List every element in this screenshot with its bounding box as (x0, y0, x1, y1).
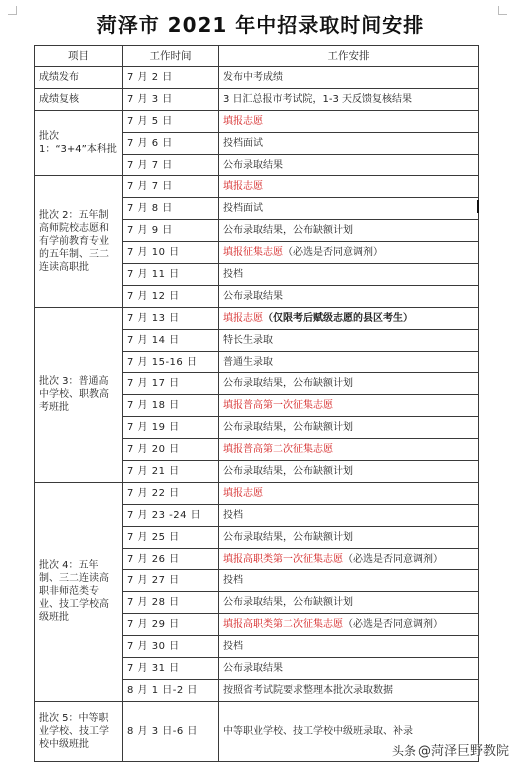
watermark-prefix: 头条 (391, 744, 416, 758)
task-cell (219, 242, 479, 264)
time-cell: 7 月 8 日 (123, 198, 219, 220)
task-highlight: 填报征集志愿 (223, 247, 283, 259)
time-cell: 7 月 13 日 (123, 307, 219, 329)
table-row (35, 88, 479, 110)
time-cell: 7 月 12 日 (123, 285, 219, 307)
time-cell: 7 月 19 日 (123, 417, 219, 439)
item-cell: 成绩发布 (35, 67, 123, 89)
time-cell: 7 月 26 日 (123, 548, 219, 570)
task-cell: 公布录取结果 (219, 154, 479, 176)
task-cell (219, 614, 479, 636)
task-cell: 填报志愿 (219, 176, 479, 198)
item-cell: 批次 5：中等职业学校、技工学校中级班批 (35, 701, 123, 761)
task-highlight: 填报高职类第一次征集志愿 (223, 553, 343, 565)
table-row (35, 110, 479, 132)
item-cell: 批次 4：五年制、三二连读高职非师范类专业、技工学校高级班批 (35, 482, 123, 701)
task-highlight: 填报志愿 (223, 312, 263, 324)
task-cell: 投档 (219, 264, 479, 286)
time-cell: 7 月 3 日 (123, 88, 219, 110)
task-cell: 公布录取结果 (219, 658, 479, 680)
schedule-table (34, 45, 479, 762)
time-cell: 7 月 7 日 (123, 154, 219, 176)
item-cell: 批次 1：“3+4”本科批 (35, 110, 123, 176)
time-cell: 7 月 20 日 (123, 439, 219, 461)
task-cell: 填报普高第二次征集志愿 (219, 439, 479, 461)
table-row (35, 307, 479, 329)
task-note: （必选是否同意调剂） (343, 553, 443, 565)
item-cell: 批次 3：普通高中学校、职教高考班批 (35, 307, 123, 482)
task-cell: 投档 (219, 636, 479, 658)
time-cell: 7 月 15-16 日 (123, 351, 219, 373)
task-cell: 投档 (219, 504, 479, 526)
table-row (35, 67, 479, 89)
task-cell: 中等职业学校、技工学校中级班录取、补录 (219, 701, 479, 761)
task-cell: 公布录取结果，公布缺额计划 (219, 220, 479, 242)
table-row (35, 482, 479, 504)
task-cell: 填报志愿 (219, 110, 479, 132)
source-watermark (392, 740, 509, 759)
time-cell: 8 月 3 日-6 日 (123, 701, 219, 761)
page-title: 菏泽市 2021 年中招录取时间安排 (96, 13, 425, 37)
task-cell: 特长生录取 (219, 329, 479, 351)
header-time: 工作时间 (123, 46, 219, 67)
time-cell: 7 月 30 日 (123, 636, 219, 658)
task-note: （必选是否同意调剂） (283, 247, 383, 259)
task-cell: 发布中考成绩 (219, 67, 479, 89)
task-cell: 公布录取结果，公布缺额计划 (219, 373, 479, 395)
text-cursor (477, 200, 479, 213)
table-header-row (35, 46, 479, 67)
task-note: （仅限考后赋级志愿的县区考生） (263, 312, 413, 324)
task-cell (219, 548, 479, 570)
task-cell: 公布录取结果，公布缺额计划 (219, 526, 479, 548)
task-cell (219, 307, 479, 329)
time-cell: 7 月 2 日 (123, 67, 219, 89)
time-cell: 7 月 23 -24 日 (123, 504, 219, 526)
task-note: （必选是否同意调剂） (343, 619, 443, 631)
time-cell: 7 月 18 日 (123, 395, 219, 417)
time-cell: 8 月 1 日-2 日 (123, 679, 219, 701)
header-item: 项目 (35, 46, 123, 67)
task-cell: 普通生录取 (219, 351, 479, 373)
time-cell: 7 月 14 日 (123, 329, 219, 351)
time-cell: 7 月 21 日 (123, 461, 219, 483)
time-cell: 7 月 28 日 (123, 592, 219, 614)
task-cell: 投档面试 (219, 132, 479, 154)
task-cell: 填报志愿 (219, 482, 479, 504)
watermark-account: @菏泽巨野教院 (417, 744, 509, 759)
task-cell: 公布录取结果，公布缺额计划 (219, 592, 479, 614)
time-cell: 7 月 7 日 (123, 176, 219, 198)
task-cell: 填报普高第一次征集志愿 (219, 395, 479, 417)
time-cell: 7 月 17 日 (123, 373, 219, 395)
task-cell: 3 日汇总报市考试院，1-3 天反馈复核结果 (219, 88, 479, 110)
task-cell: 按照省考试院要求整理本批次录取数据 (219, 679, 479, 701)
time-cell: 7 月 6 日 (123, 132, 219, 154)
item-cell: 成绩复核 (35, 88, 123, 110)
time-cell: 7 月 10 日 (123, 242, 219, 264)
time-cell: 7 月 27 日 (123, 570, 219, 592)
time-cell: 7 月 9 日 (123, 220, 219, 242)
item-cell: 批次 2：五年制高师院校志愿和有学前教育专业的五年制、三二连读高职批 (35, 176, 123, 307)
task-cell: 投档面试 (219, 198, 479, 220)
time-cell: 7 月 31 日 (123, 658, 219, 680)
header-task: 工作安排 (219, 46, 479, 67)
time-cell: 7 月 11 日 (123, 264, 219, 286)
task-cell: 公布录取结果 (219, 285, 479, 307)
time-cell: 7 月 29 日 (123, 614, 219, 636)
task-cell: 公布录取结果，公布缺额计划 (219, 417, 479, 439)
time-cell: 7 月 25 日 (123, 526, 219, 548)
time-cell: 7 月 5 日 (123, 110, 219, 132)
task-cell: 投档 (219, 570, 479, 592)
time-cell: 7 月 22 日 (123, 482, 219, 504)
table-row (35, 176, 479, 198)
task-highlight: 填报高职类第二次征集志愿 (223, 619, 343, 631)
task-cell: 公布录取结果，公布缺额计划 (219, 461, 479, 483)
